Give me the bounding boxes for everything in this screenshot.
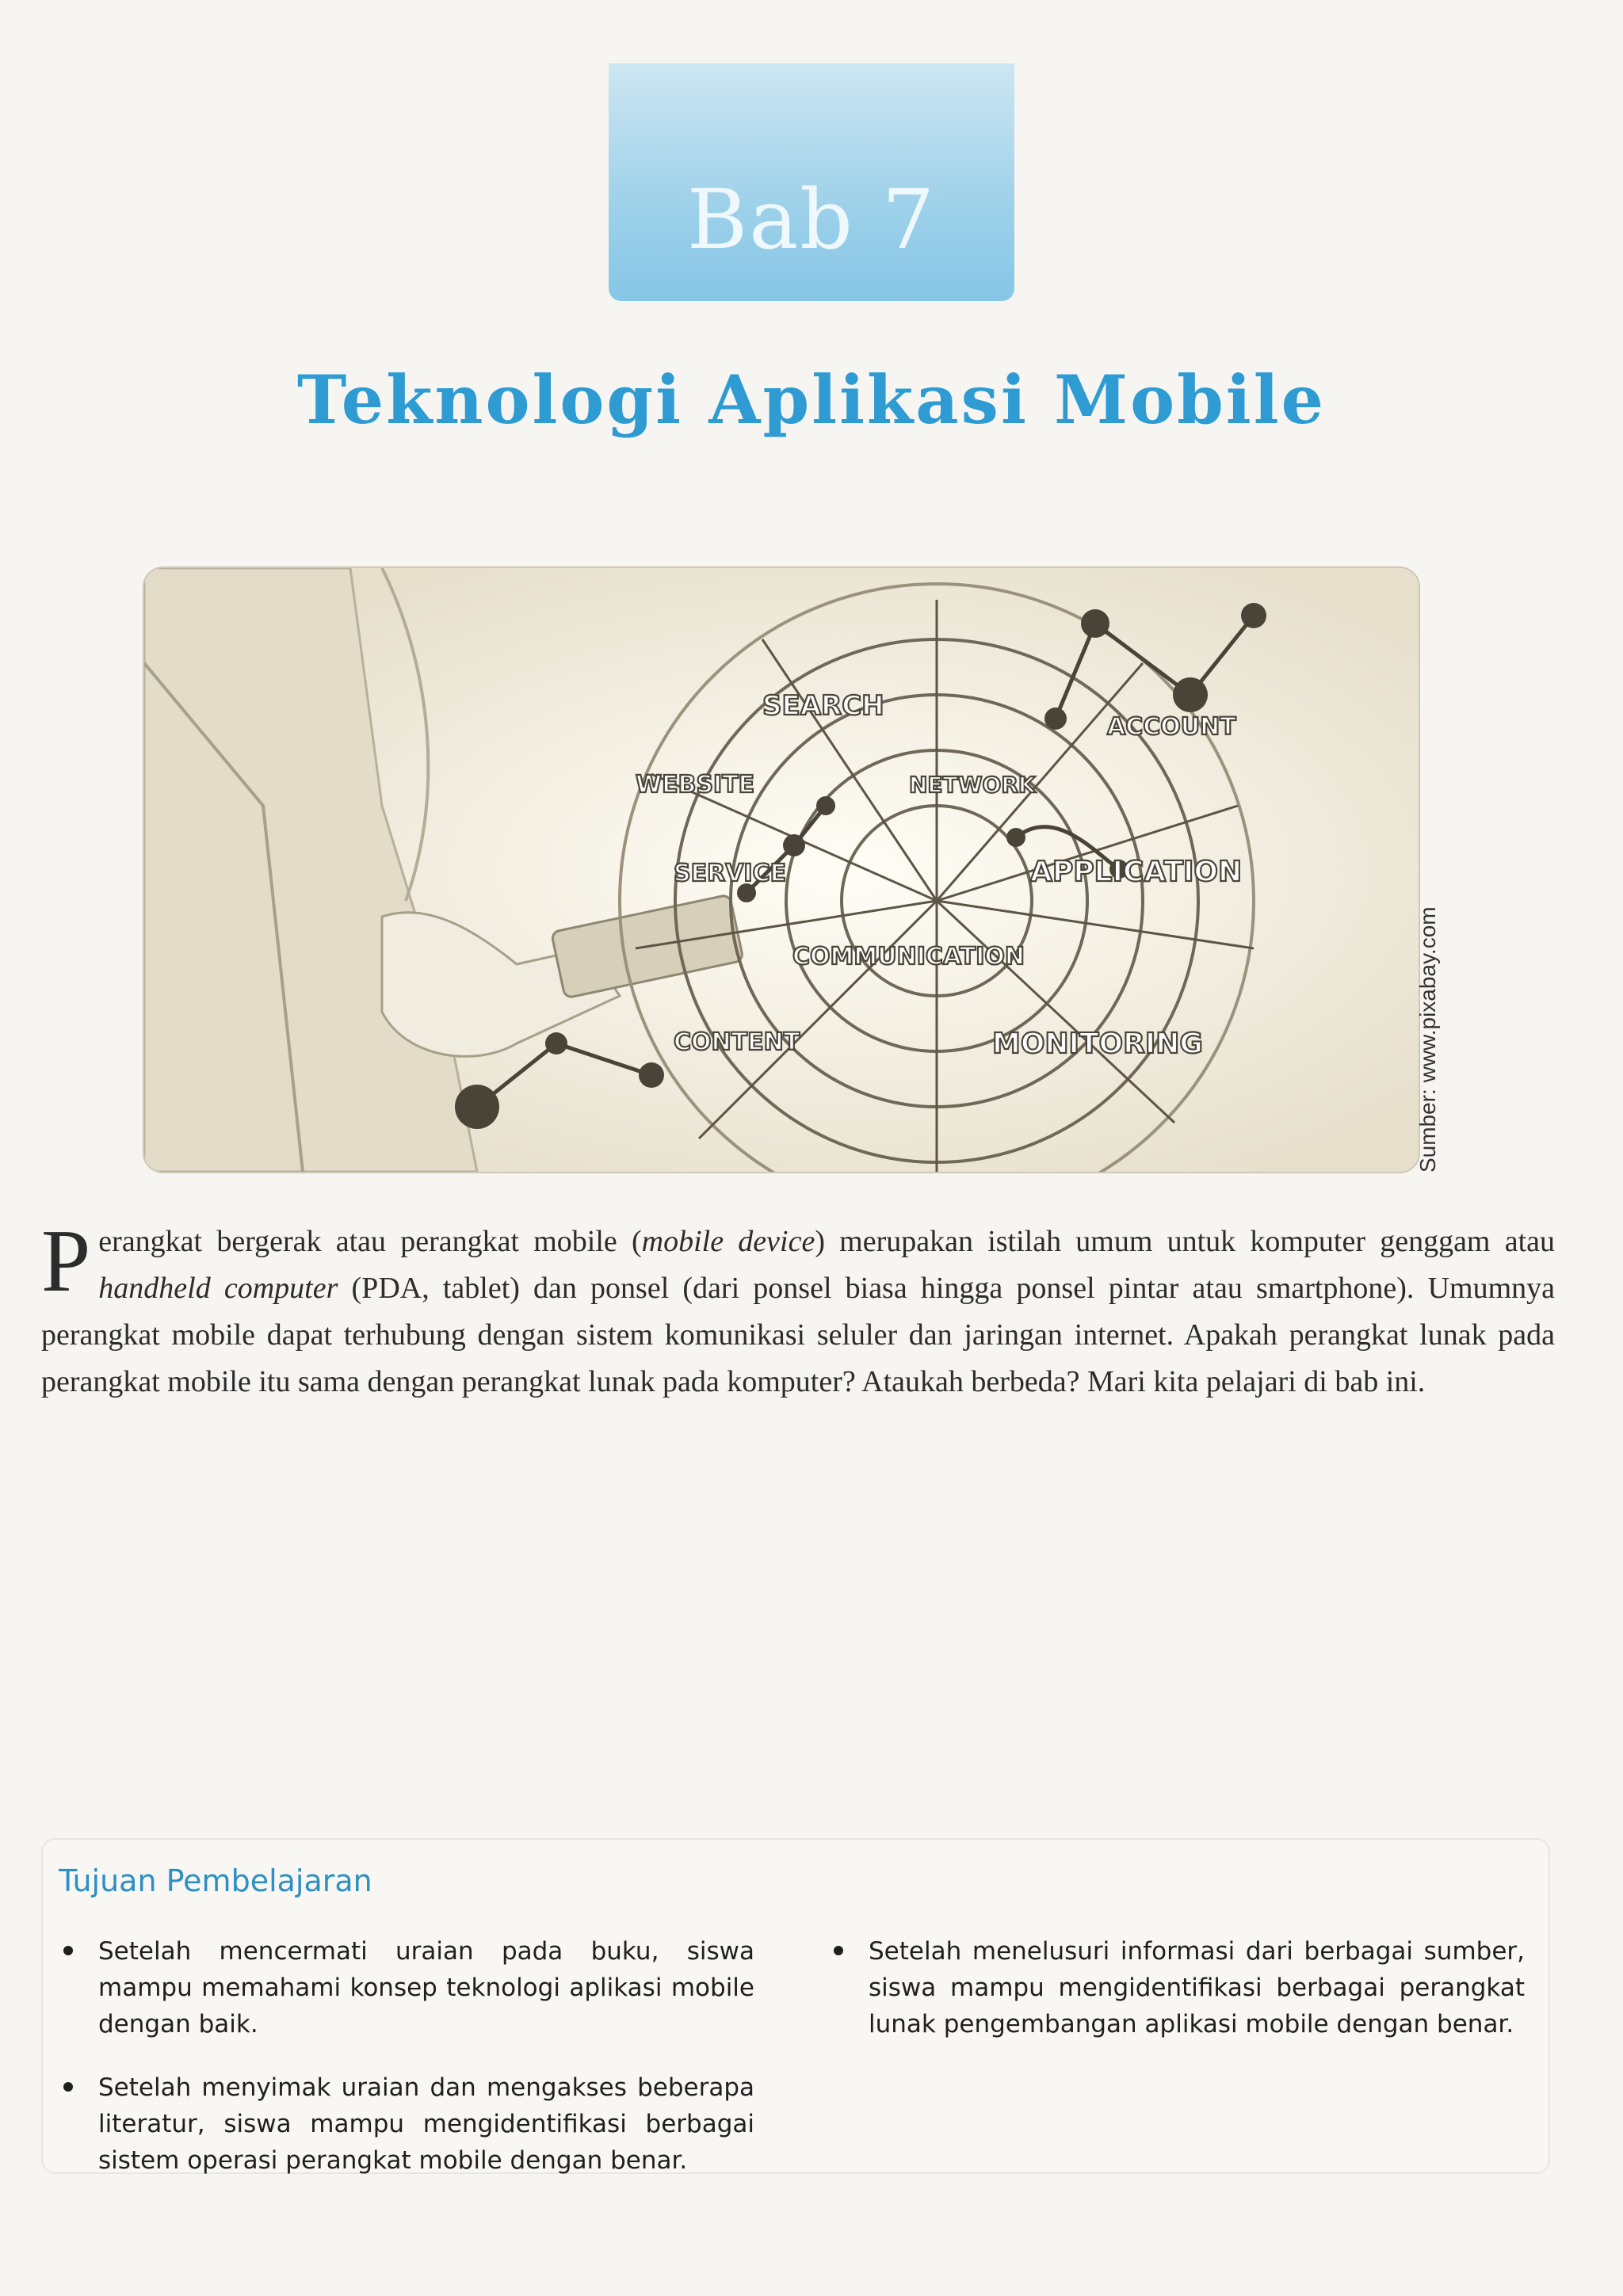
word-network: NETWORK — [909, 772, 1036, 798]
figure-credit: Sumber: www.pixabay.com — [1415, 906, 1440, 1173]
intro-term-handheld: handheld computer — [98, 1272, 338, 1305]
word-search: SEARCH — [762, 690, 884, 722]
intro-paragraph — [41, 1212, 1555, 1405]
objective-text: Setelah menyimak uraian dan mengakses beberapa literatur, siswa mampu mengidentifikasi berbagai sistem operasi perangkat mobile dengan benar. — [98, 2073, 754, 2175]
chapter-title: Teknologi Aplikasi Mobile — [296, 360, 1327, 439]
bullet-icon — [834, 1946, 843, 1955]
intro-text-2: ) merupakan istilah umum untuk komputer genggam atau — [815, 1225, 1555, 1258]
bullet-icon — [63, 1946, 73, 1955]
word-content: CONTENT — [674, 1028, 800, 1056]
chapter-label: Bab 7 — [686, 171, 937, 268]
objective-item — [57, 2069, 754, 2179]
objectives-left-column — [57, 1933, 754, 2206]
objective-text: Setelah mencermati uraian pada buku, siswa mampu memahami konsep teknologi aplikasi mobile dengan baik. — [98, 1937, 754, 2039]
word-service: SERVICE — [674, 860, 787, 887]
word-communication: COMMUNICATION — [792, 943, 1025, 971]
word-application: APPLICATION — [1030, 856, 1243, 888]
intro-text-1: erangkat bergerak atau perangkat mobile ( — [98, 1225, 642, 1258]
word-account: ACCOUNT — [1107, 713, 1236, 741]
objective-item — [827, 1933, 1525, 2042]
learning-objectives-box — [41, 1838, 1550, 2174]
intro-text-3: (PDA, tablet) dan ponsel (dari ponsel biasa hingga ponsel pintar atau smartphone). Umumnya perangkat mobile dapat terhubung dengan sistem komunikasi seluler dan jaringan internet. Apakah perangkat lunak pada perangkat mobile itu sama dengan perangkat lunak pada komputer? Ataukah berbeda? Mari kita pelajari di bab ini. — [41, 1272, 1555, 1398]
chapter-tab — [609, 63, 1014, 301]
word-website: WEBSITE — [636, 771, 755, 799]
objective-text: Setelah menelusuri informasi dari berbagai sumber, siswa mampu mengidentifikasi berbagai perangkat lunak pengembangan aplikasi mobile dengan benar. — [869, 1937, 1525, 2039]
objective-item — [57, 1933, 754, 2042]
chapter-illustration — [143, 566, 1420, 1173]
objectives-right-column — [827, 1933, 1525, 2069]
objectives-title: Tujuan Pembelajaran — [59, 1863, 372, 1898]
word-monitoring: MONITORING — [992, 1028, 1203, 1060]
intro-term-mobile-device: mobile device — [641, 1225, 815, 1258]
drop-cap: P — [41, 1212, 91, 1310]
network-illustration — [144, 568, 1419, 1172]
bullet-icon — [63, 2082, 73, 2092]
